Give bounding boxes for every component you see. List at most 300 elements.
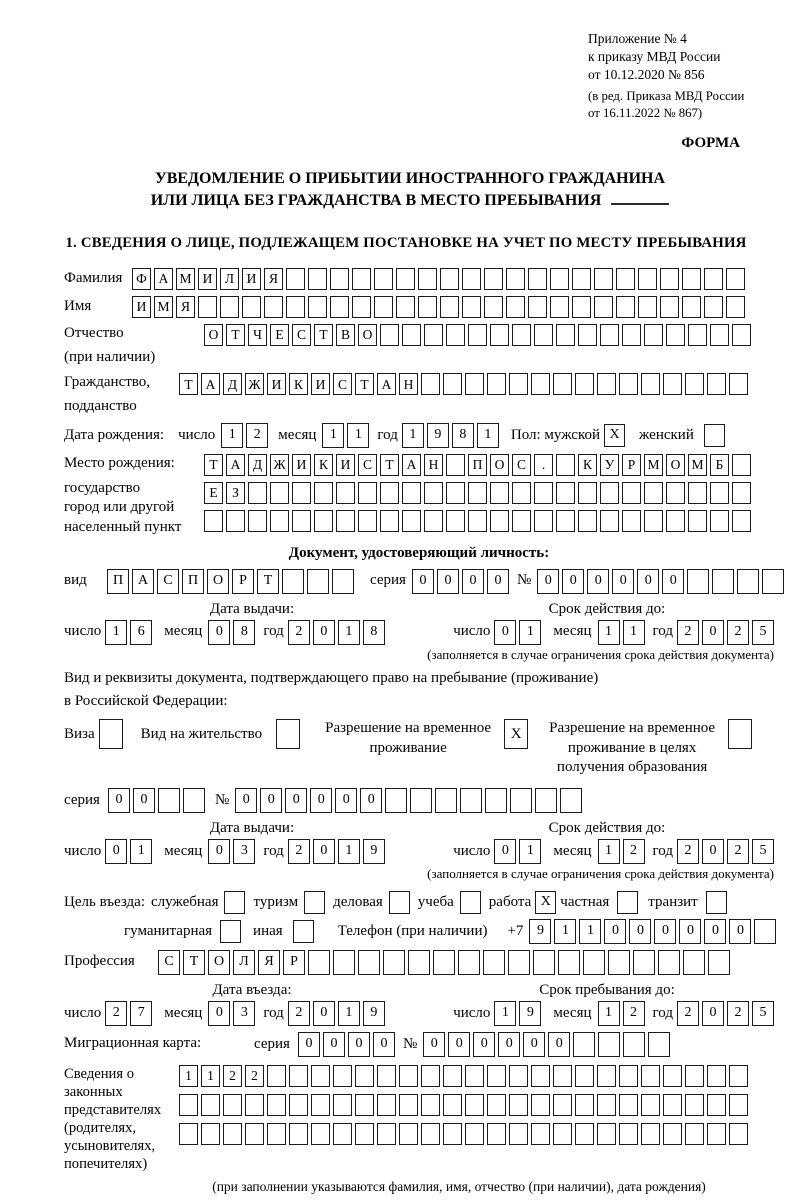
- char-cell[interactable]: [644, 324, 663, 346]
- char-cell[interactable]: [399, 1065, 418, 1087]
- char-cell[interactable]: [308, 268, 327, 290]
- char-cell[interactable]: [558, 950, 580, 975]
- char-cell[interactable]: [531, 1123, 550, 1145]
- char-cell[interactable]: [245, 1123, 264, 1145]
- char-cell[interactable]: [282, 569, 304, 594]
- char-cell[interactable]: [443, 373, 462, 395]
- char-cell[interactable]: Л: [233, 950, 255, 975]
- char-cell[interactable]: 8: [233, 620, 255, 645]
- char-cell[interactable]: [622, 482, 641, 504]
- char-cell[interactable]: 0: [323, 1032, 345, 1057]
- char-cell[interactable]: 1: [402, 423, 424, 448]
- char-cell[interactable]: [289, 1065, 308, 1087]
- char-cell[interactable]: 2: [288, 1001, 310, 1026]
- char-cell[interactable]: 2: [727, 1001, 749, 1026]
- char-cell[interactable]: [726, 296, 745, 318]
- char-cell[interactable]: 0: [473, 1032, 495, 1057]
- char-cell[interactable]: [619, 1065, 638, 1087]
- checkbox-temp-residence-education[interactable]: [728, 719, 752, 749]
- char-cell[interactable]: [732, 324, 751, 346]
- char-cell[interactable]: [440, 268, 459, 290]
- char-cell[interactable]: [575, 1094, 594, 1116]
- char-cell[interactable]: [267, 1094, 286, 1116]
- char-cell[interactable]: [223, 1123, 242, 1145]
- char-cell[interactable]: [204, 510, 223, 532]
- char-cell[interactable]: [729, 1123, 748, 1145]
- checkbox-purpose-official[interactable]: [224, 891, 245, 914]
- char-cell[interactable]: 9: [529, 919, 551, 944]
- char-cell[interactable]: [377, 1065, 396, 1087]
- char-cell[interactable]: 0: [313, 839, 335, 864]
- char-cell[interactable]: 1: [338, 620, 360, 645]
- char-cell[interactable]: [465, 1123, 484, 1145]
- char-cell[interactable]: [550, 296, 569, 318]
- char-cell[interactable]: [201, 1094, 220, 1116]
- char-cell[interactable]: [622, 510, 641, 532]
- char-cell[interactable]: [710, 482, 729, 504]
- char-cell[interactable]: [248, 482, 267, 504]
- char-cell[interactable]: 0: [729, 919, 751, 944]
- char-cell[interactable]: 1: [322, 423, 344, 448]
- char-cell[interactable]: [633, 950, 655, 975]
- char-cell[interactable]: [270, 482, 289, 504]
- char-cell[interactable]: [707, 1065, 726, 1087]
- char-cell[interactable]: А: [402, 454, 421, 476]
- char-cell[interactable]: 8: [452, 423, 474, 448]
- char-cell[interactable]: К: [289, 373, 308, 395]
- char-cell[interactable]: [396, 296, 415, 318]
- char-cell[interactable]: 0: [105, 839, 127, 864]
- char-cell[interactable]: [292, 482, 311, 504]
- char-cell[interactable]: [443, 1065, 462, 1087]
- char-cell[interactable]: [380, 510, 399, 532]
- char-cell[interactable]: Н: [399, 373, 418, 395]
- char-cell[interactable]: [594, 268, 613, 290]
- char-cell[interactable]: 1: [221, 423, 243, 448]
- char-cell[interactable]: [534, 324, 553, 346]
- char-cell[interactable]: [462, 296, 481, 318]
- char-cell[interactable]: [512, 482, 531, 504]
- char-cell[interactable]: [600, 510, 619, 532]
- char-cell[interactable]: 6: [130, 620, 152, 645]
- char-cell[interactable]: [512, 324, 531, 346]
- char-cell[interactable]: [572, 268, 591, 290]
- char-cell[interactable]: [270, 510, 289, 532]
- char-cell[interactable]: 5: [752, 839, 774, 864]
- checkbox-female[interactable]: [704, 424, 725, 447]
- char-cell[interactable]: М: [688, 454, 707, 476]
- char-cell[interactable]: М: [154, 296, 173, 318]
- char-cell[interactable]: [421, 1065, 440, 1087]
- char-cell[interactable]: [311, 1065, 330, 1087]
- char-cell[interactable]: 1: [130, 839, 152, 864]
- char-cell[interactable]: [242, 296, 261, 318]
- char-cell[interactable]: [311, 1123, 330, 1145]
- checkbox-residence-permit[interactable]: [276, 719, 300, 749]
- char-cell[interactable]: [487, 1094, 506, 1116]
- char-cell[interactable]: [490, 482, 509, 504]
- char-cell[interactable]: О: [490, 454, 509, 476]
- char-cell[interactable]: [286, 296, 305, 318]
- char-cell[interactable]: [333, 950, 355, 975]
- char-cell[interactable]: 0: [373, 1032, 395, 1057]
- char-cell[interactable]: [433, 950, 455, 975]
- char-cell[interactable]: [553, 1065, 572, 1087]
- char-cell[interactable]: 9: [519, 1001, 541, 1026]
- char-cell[interactable]: 1: [598, 620, 620, 645]
- char-cell[interactable]: [468, 482, 487, 504]
- char-cell[interactable]: 0: [654, 919, 676, 944]
- char-cell[interactable]: [597, 373, 616, 395]
- char-cell[interactable]: 0: [412, 569, 434, 594]
- char-cell[interactable]: О: [207, 569, 229, 594]
- checkbox-visa[interactable]: [99, 719, 123, 749]
- char-cell[interactable]: [560, 788, 582, 813]
- char-cell[interactable]: [528, 296, 547, 318]
- char-cell[interactable]: 0: [487, 569, 509, 594]
- char-cell[interactable]: Е: [270, 324, 289, 346]
- char-cell[interactable]: [383, 950, 405, 975]
- char-cell[interactable]: [619, 1094, 638, 1116]
- char-cell[interactable]: [458, 950, 480, 975]
- checkbox-purpose-other[interactable]: [293, 920, 314, 943]
- char-cell[interactable]: 2: [727, 839, 749, 864]
- char-cell[interactable]: 1: [201, 1065, 220, 1087]
- char-cell[interactable]: [421, 1123, 440, 1145]
- char-cell[interactable]: 1: [347, 423, 369, 448]
- char-cell[interactable]: 0: [548, 1032, 570, 1057]
- char-cell[interactable]: [550, 268, 569, 290]
- char-cell[interactable]: [663, 373, 682, 395]
- char-cell[interactable]: [666, 510, 685, 532]
- char-cell[interactable]: [729, 1094, 748, 1116]
- char-cell[interactable]: [688, 324, 707, 346]
- char-cell[interactable]: Т: [179, 373, 198, 395]
- char-cell[interactable]: [418, 268, 437, 290]
- char-cell[interactable]: [446, 454, 465, 476]
- char-cell[interactable]: [682, 296, 701, 318]
- checkbox-purpose-business[interactable]: [389, 891, 410, 914]
- char-cell[interactable]: [336, 510, 355, 532]
- char-cell[interactable]: [358, 950, 380, 975]
- char-cell[interactable]: [707, 1094, 726, 1116]
- char-cell[interactable]: Т: [314, 324, 333, 346]
- char-cell[interactable]: [465, 1094, 484, 1116]
- char-cell[interactable]: [608, 950, 630, 975]
- char-cell[interactable]: [688, 510, 707, 532]
- char-cell[interactable]: [424, 510, 443, 532]
- char-cell[interactable]: [762, 569, 784, 594]
- char-cell[interactable]: 0: [260, 788, 282, 813]
- char-cell[interactable]: 1: [338, 1001, 360, 1026]
- char-cell[interactable]: [424, 324, 443, 346]
- char-cell[interactable]: 1: [598, 839, 620, 864]
- char-cell[interactable]: [506, 296, 525, 318]
- char-cell[interactable]: 0: [679, 919, 701, 944]
- char-cell[interactable]: [509, 1094, 528, 1116]
- char-cell[interactable]: [468, 324, 487, 346]
- char-cell[interactable]: [594, 296, 613, 318]
- char-cell[interactable]: К: [578, 454, 597, 476]
- char-cell[interactable]: 2: [623, 1001, 645, 1026]
- char-cell[interactable]: 2: [223, 1065, 242, 1087]
- char-cell[interactable]: 0: [562, 569, 584, 594]
- char-cell[interactable]: [685, 373, 704, 395]
- char-cell[interactable]: [336, 482, 355, 504]
- char-cell[interactable]: 9: [363, 839, 385, 864]
- char-cell[interactable]: Е: [204, 482, 223, 504]
- char-cell[interactable]: 0: [437, 569, 459, 594]
- char-cell[interactable]: 0: [133, 788, 155, 813]
- char-cell[interactable]: [358, 510, 377, 532]
- char-cell[interactable]: 0: [629, 919, 651, 944]
- char-cell[interactable]: [553, 1123, 572, 1145]
- char-cell[interactable]: [553, 1094, 572, 1116]
- char-cell[interactable]: [245, 1094, 264, 1116]
- char-cell[interactable]: [460, 788, 482, 813]
- char-cell[interactable]: 0: [604, 919, 626, 944]
- char-cell[interactable]: И: [311, 373, 330, 395]
- char-cell[interactable]: [729, 1065, 748, 1087]
- char-cell[interactable]: 0: [360, 788, 382, 813]
- char-cell[interactable]: [443, 1123, 462, 1145]
- char-cell[interactable]: [528, 268, 547, 290]
- char-cell[interactable]: 1: [519, 839, 541, 864]
- char-cell[interactable]: [737, 569, 759, 594]
- char-cell[interactable]: [704, 296, 723, 318]
- char-cell[interactable]: [421, 373, 440, 395]
- char-cell[interactable]: А: [154, 268, 173, 290]
- char-cell[interactable]: [355, 1065, 374, 1087]
- char-cell[interactable]: [575, 1123, 594, 1145]
- char-cell[interactable]: 0: [335, 788, 357, 813]
- char-cell[interactable]: [578, 482, 597, 504]
- char-cell[interactable]: [556, 510, 575, 532]
- char-cell[interactable]: Ч: [248, 324, 267, 346]
- char-cell[interactable]: 0: [448, 1032, 470, 1057]
- char-cell[interactable]: [535, 788, 557, 813]
- char-cell[interactable]: 2: [677, 1001, 699, 1026]
- char-cell[interactable]: 1: [623, 620, 645, 645]
- char-cell[interactable]: И: [336, 454, 355, 476]
- char-cell[interactable]: С: [292, 324, 311, 346]
- char-cell[interactable]: З: [226, 482, 245, 504]
- char-cell[interactable]: [638, 296, 657, 318]
- char-cell[interactable]: Р: [283, 950, 305, 975]
- char-cell[interactable]: 1: [477, 423, 499, 448]
- char-cell[interactable]: 1: [519, 620, 541, 645]
- char-cell[interactable]: 0: [423, 1032, 445, 1057]
- char-cell[interactable]: [575, 373, 594, 395]
- char-cell[interactable]: 0: [702, 839, 724, 864]
- char-cell[interactable]: С: [512, 454, 531, 476]
- char-cell[interactable]: 0: [298, 1032, 320, 1057]
- char-cell[interactable]: [707, 373, 726, 395]
- char-cell[interactable]: А: [226, 454, 245, 476]
- char-cell[interactable]: [226, 510, 245, 532]
- char-cell[interactable]: [506, 268, 525, 290]
- char-cell[interactable]: [399, 1094, 418, 1116]
- char-cell[interactable]: [641, 1123, 660, 1145]
- char-cell[interactable]: [333, 1065, 352, 1087]
- char-cell[interactable]: [597, 1123, 616, 1145]
- char-cell[interactable]: [704, 268, 723, 290]
- char-cell[interactable]: [487, 1123, 506, 1145]
- char-cell[interactable]: [484, 268, 503, 290]
- char-cell[interactable]: .: [534, 454, 553, 476]
- checkbox-temp-residence[interactable]: X: [504, 719, 528, 749]
- char-cell[interactable]: 2: [246, 423, 268, 448]
- char-cell[interactable]: [179, 1123, 198, 1145]
- char-cell[interactable]: П: [468, 454, 487, 476]
- char-cell[interactable]: [754, 919, 776, 944]
- char-cell[interactable]: [484, 296, 503, 318]
- char-cell[interactable]: Р: [232, 569, 254, 594]
- char-cell[interactable]: 2: [288, 839, 310, 864]
- char-cell[interactable]: [619, 373, 638, 395]
- char-cell[interactable]: 0: [612, 569, 634, 594]
- char-cell[interactable]: 0: [704, 919, 726, 944]
- char-cell[interactable]: Р: [622, 454, 641, 476]
- char-cell[interactable]: [485, 788, 507, 813]
- char-cell[interactable]: [533, 950, 555, 975]
- checkbox-male[interactable]: X: [604, 424, 625, 447]
- char-cell[interactable]: Т: [257, 569, 279, 594]
- char-cell[interactable]: [435, 788, 457, 813]
- char-cell[interactable]: [682, 268, 701, 290]
- char-cell[interactable]: [286, 268, 305, 290]
- char-cell[interactable]: [685, 1123, 704, 1145]
- char-cell[interactable]: К: [314, 454, 333, 476]
- char-cell[interactable]: 1: [338, 839, 360, 864]
- char-cell[interactable]: 9: [363, 1001, 385, 1026]
- char-cell[interactable]: А: [132, 569, 154, 594]
- char-cell[interactable]: 2: [288, 620, 310, 645]
- char-cell[interactable]: [468, 510, 487, 532]
- checkbox-purpose-humanitarian[interactable]: [220, 920, 241, 943]
- char-cell[interactable]: Я: [258, 950, 280, 975]
- char-cell[interactable]: Я: [176, 296, 195, 318]
- char-cell[interactable]: 2: [677, 620, 699, 645]
- char-cell[interactable]: [688, 482, 707, 504]
- checkbox-purpose-study[interactable]: [460, 891, 481, 914]
- char-cell[interactable]: Ж: [270, 454, 289, 476]
- char-cell[interactable]: [509, 373, 528, 395]
- char-cell[interactable]: 0: [462, 569, 484, 594]
- char-cell[interactable]: [578, 324, 597, 346]
- char-cell[interactable]: [223, 1094, 242, 1116]
- char-cell[interactable]: [707, 1123, 726, 1145]
- char-cell[interactable]: [687, 569, 709, 594]
- checkbox-purpose-private[interactable]: [617, 891, 638, 914]
- char-cell[interactable]: [358, 482, 377, 504]
- char-cell[interactable]: Т: [355, 373, 374, 395]
- char-cell[interactable]: [732, 510, 751, 532]
- char-cell[interactable]: [264, 296, 283, 318]
- char-cell[interactable]: [648, 1032, 670, 1057]
- char-cell[interactable]: О: [208, 950, 230, 975]
- char-cell[interactable]: [641, 373, 660, 395]
- char-cell[interactable]: П: [107, 569, 129, 594]
- char-cell[interactable]: [509, 1123, 528, 1145]
- char-cell[interactable]: 3: [233, 839, 255, 864]
- char-cell[interactable]: [396, 268, 415, 290]
- char-cell[interactable]: Н: [424, 454, 443, 476]
- char-cell[interactable]: [597, 1094, 616, 1116]
- char-cell[interactable]: И: [267, 373, 286, 395]
- char-cell[interactable]: [644, 482, 663, 504]
- char-cell[interactable]: И: [242, 268, 261, 290]
- char-cell[interactable]: 0: [313, 620, 335, 645]
- char-cell[interactable]: [183, 788, 205, 813]
- char-cell[interactable]: [710, 324, 729, 346]
- char-cell[interactable]: [198, 296, 217, 318]
- char-cell[interactable]: [583, 950, 605, 975]
- char-cell[interactable]: [616, 296, 635, 318]
- char-cell[interactable]: О: [666, 454, 685, 476]
- char-cell[interactable]: 1: [494, 1001, 516, 1026]
- char-cell[interactable]: [578, 510, 597, 532]
- char-cell[interactable]: [556, 454, 575, 476]
- char-cell[interactable]: [685, 1065, 704, 1087]
- char-cell[interactable]: Д: [248, 454, 267, 476]
- char-cell[interactable]: 0: [108, 788, 130, 813]
- char-cell[interactable]: 2: [623, 839, 645, 864]
- char-cell[interactable]: [248, 510, 267, 532]
- char-cell[interactable]: [641, 1094, 660, 1116]
- char-cell[interactable]: 0: [662, 569, 684, 594]
- char-cell[interactable]: А: [201, 373, 220, 395]
- char-cell[interactable]: Т: [183, 950, 205, 975]
- char-cell[interactable]: [508, 950, 530, 975]
- char-cell[interactable]: [292, 510, 311, 532]
- char-cell[interactable]: [509, 1065, 528, 1087]
- char-cell[interactable]: [418, 296, 437, 318]
- char-cell[interactable]: [446, 482, 465, 504]
- char-cell[interactable]: П: [182, 569, 204, 594]
- char-cell[interactable]: 0: [537, 569, 559, 594]
- char-cell[interactable]: [311, 1094, 330, 1116]
- char-cell[interactable]: Ф: [132, 268, 151, 290]
- char-cell[interactable]: [314, 510, 333, 532]
- char-cell[interactable]: С: [158, 950, 180, 975]
- char-cell[interactable]: [377, 1094, 396, 1116]
- char-cell[interactable]: [623, 1032, 645, 1057]
- char-cell[interactable]: [330, 296, 349, 318]
- char-cell[interactable]: [307, 569, 329, 594]
- char-cell[interactable]: [333, 1123, 352, 1145]
- char-cell[interactable]: [556, 482, 575, 504]
- char-cell[interactable]: [424, 482, 443, 504]
- char-cell[interactable]: [399, 1123, 418, 1145]
- char-cell[interactable]: 0: [208, 1001, 230, 1026]
- checkbox-purpose-work[interactable]: X: [535, 891, 556, 914]
- char-cell[interactable]: С: [157, 569, 179, 594]
- char-cell[interactable]: [600, 482, 619, 504]
- char-cell[interactable]: [446, 510, 465, 532]
- char-cell[interactable]: Л: [220, 268, 239, 290]
- char-cell[interactable]: И: [198, 268, 217, 290]
- char-cell[interactable]: [385, 788, 407, 813]
- char-cell[interactable]: [683, 950, 705, 975]
- char-cell[interactable]: 1: [598, 1001, 620, 1026]
- char-cell[interactable]: [663, 1094, 682, 1116]
- char-cell[interactable]: [644, 510, 663, 532]
- char-cell[interactable]: 0: [523, 1032, 545, 1057]
- char-cell[interactable]: [598, 1032, 620, 1057]
- char-cell[interactable]: [531, 1094, 550, 1116]
- char-cell[interactable]: 1: [579, 919, 601, 944]
